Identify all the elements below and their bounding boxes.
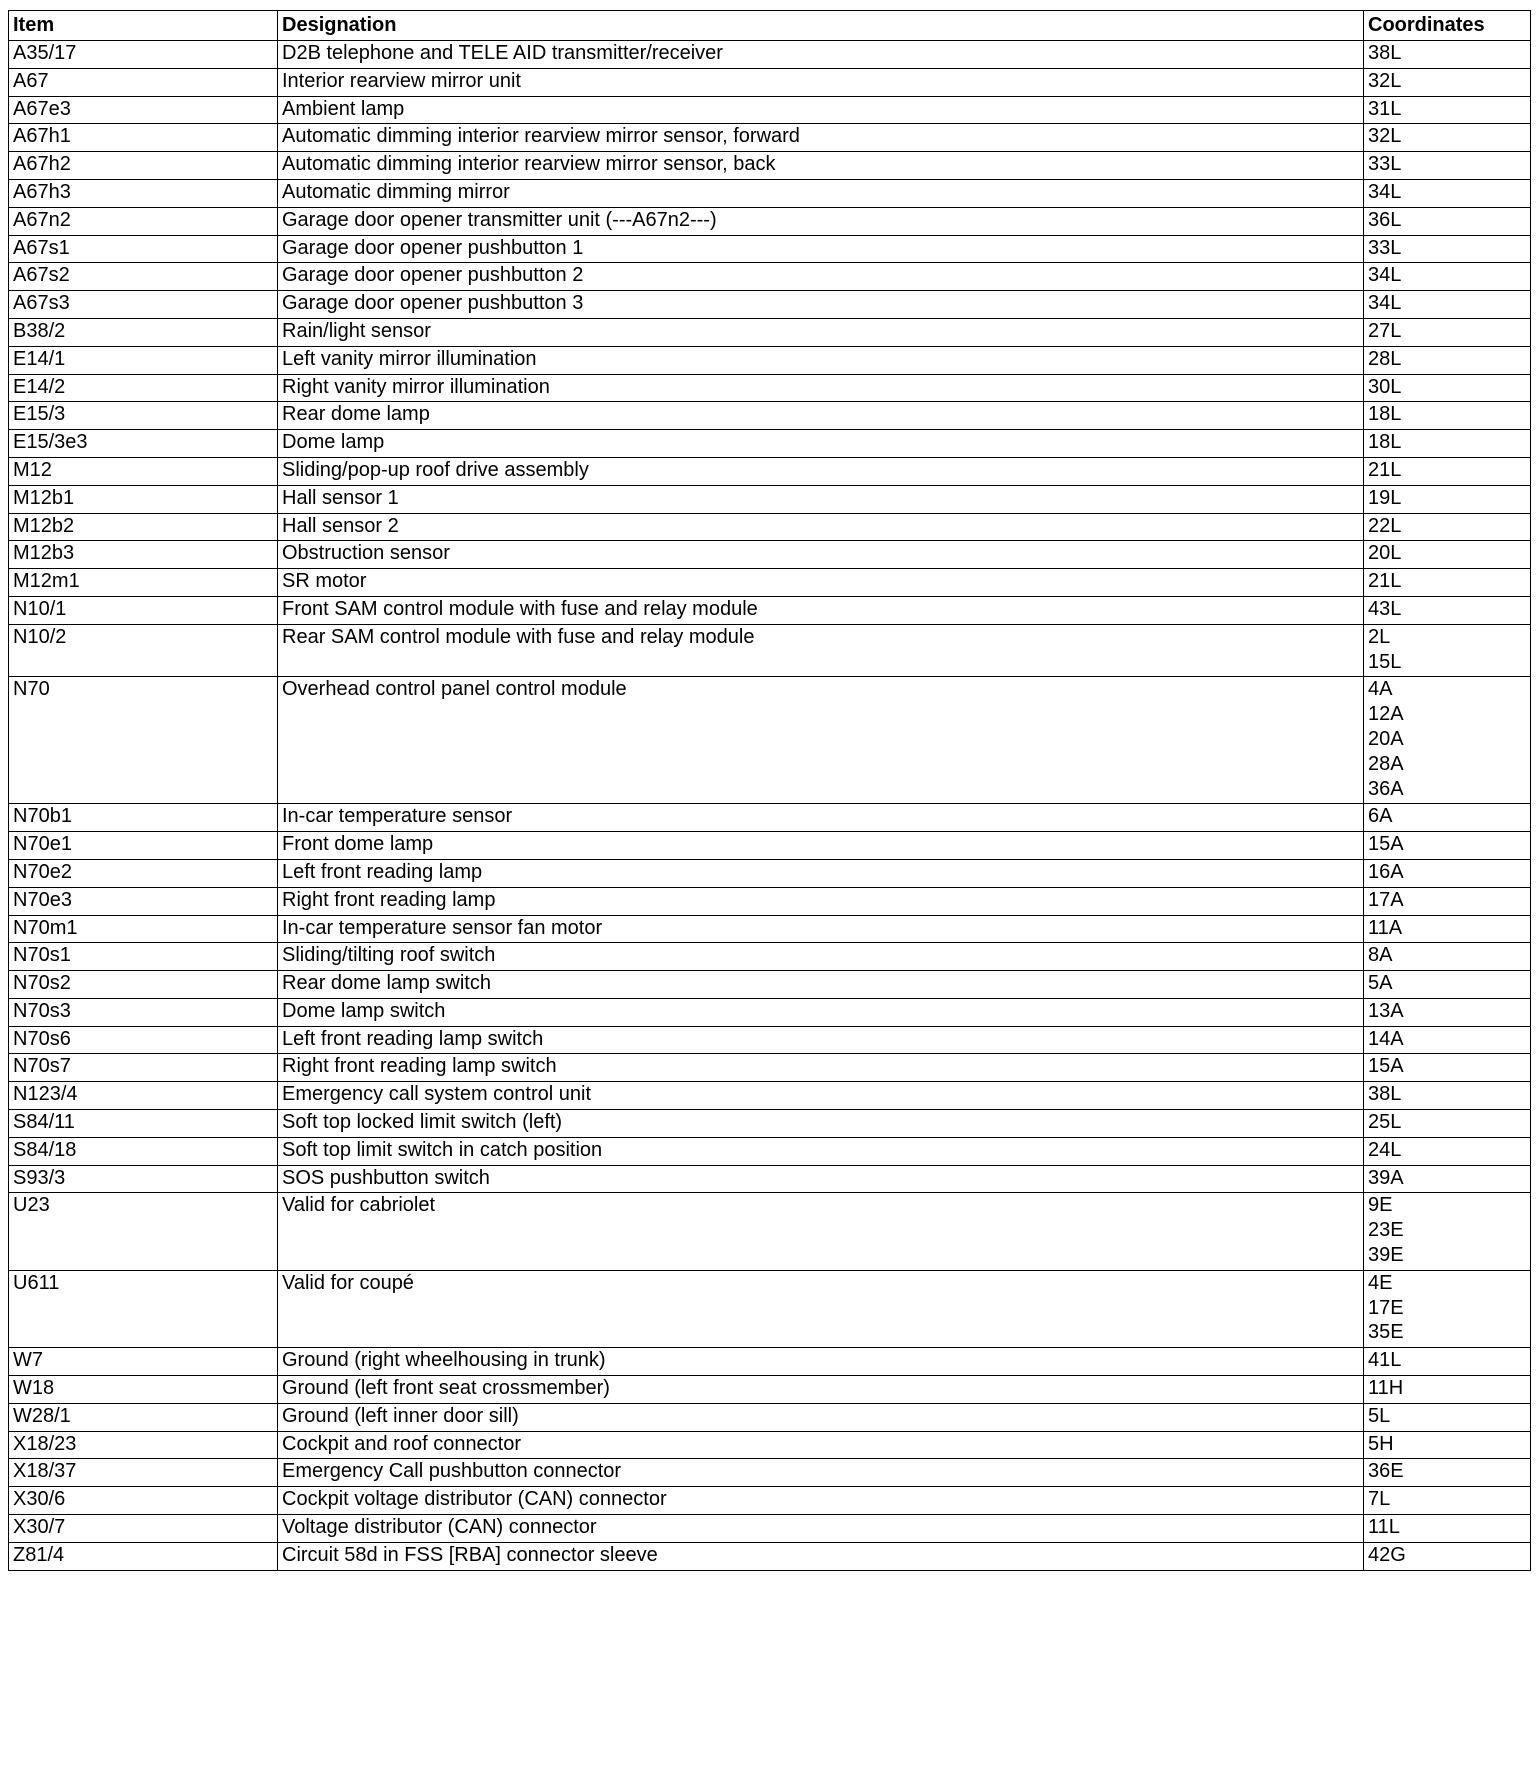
coordinates-cell — [1364, 998, 1531, 1026]
designation-cell: Valid for cabriolet — [278, 1193, 1364, 1270]
table-row — [9, 1542, 1531, 1570]
designation-cell: Emergency call system control unit — [278, 1082, 1364, 1110]
coordinates-cell — [1364, 1487, 1531, 1515]
coordinate-value: 23E — [1368, 1219, 1404, 1242]
designation-cell: Ground (right wheelhousing in trunk) — [278, 1348, 1364, 1376]
item-cell: X30/6 — [9, 1487, 278, 1515]
coordinate-value: 30L — [1368, 375, 1402, 398]
coordinate-value: 34L — [1368, 180, 1402, 203]
table-row — [9, 1270, 1531, 1347]
item-cell: S93/3 — [9, 1165, 278, 1193]
item-cell: S84/11 — [9, 1110, 278, 1138]
table-header — [9, 11, 1531, 41]
coordinates-cell — [1364, 1515, 1531, 1543]
coordinates-cell — [1364, 513, 1531, 541]
header-row — [9, 11, 1531, 41]
designation-cell: Hall sensor 2 — [278, 513, 1364, 541]
coordinates-cell — [1364, 832, 1531, 860]
coordinate-value: 32L — [1368, 69, 1402, 92]
item-cell: N70e2 — [9, 859, 278, 887]
coordinate-value: 18L — [1368, 431, 1402, 454]
coordinates-cell — [1364, 677, 1531, 804]
table-row — [9, 318, 1531, 346]
designation-cell: Left vanity mirror illumination — [278, 346, 1364, 374]
coordinate-value: 13A — [1368, 999, 1404, 1022]
designation-cell: Ground (left front seat crossmember) — [278, 1376, 1364, 1404]
coordinate-value: 17E — [1368, 1296, 1404, 1319]
designation-cell: Automatic dimming interior rearview mirror sensor, forward — [278, 124, 1364, 152]
item-cell: N70 — [9, 677, 278, 804]
designation-cell: Cockpit and roof connector — [278, 1431, 1364, 1459]
coordinate-value: 20A — [1368, 727, 1404, 750]
coordinate-value: 15A — [1368, 1055, 1404, 1078]
designation-cell: Voltage distributor (CAN) connector — [278, 1515, 1364, 1543]
table-row — [9, 152, 1531, 180]
designation-cell: Left front reading lamp — [278, 859, 1364, 887]
table-row — [9, 96, 1531, 124]
item-cell: A67 — [9, 68, 278, 96]
item-cell: W28/1 — [9, 1403, 278, 1431]
coordinates-cell — [1364, 374, 1531, 402]
table-row — [9, 569, 1531, 597]
designation-cell: Cockpit voltage distributor (CAN) connector — [278, 1487, 1364, 1515]
designation-cell: Automatic dimming interior rearview mirror sensor, back — [278, 152, 1364, 180]
coordinates-cell — [1364, 318, 1531, 346]
designation-cell: Right front reading lamp — [278, 887, 1364, 915]
coordinate-value: 21L — [1368, 570, 1402, 593]
coordinate-value: 22L — [1368, 514, 1402, 537]
item-cell: N70s3 — [9, 998, 278, 1026]
coordinates-cell — [1364, 1137, 1531, 1165]
table-body — [9, 41, 1531, 1571]
table-row — [9, 68, 1531, 96]
coordinate-value: 24L — [1368, 1138, 1402, 1161]
coordinate-value: 43L — [1368, 597, 1402, 620]
coordinates-cell — [1364, 1082, 1531, 1110]
item-cell: E15/3e3 — [9, 430, 278, 458]
item-cell: N70s6 — [9, 1026, 278, 1054]
item-cell: A67h1 — [9, 124, 278, 152]
table-row — [9, 859, 1531, 887]
coordinate-value: 38L — [1368, 1083, 1402, 1106]
coordinates-cell — [1364, 485, 1531, 513]
designation-cell: Interior rearview mirror unit — [278, 68, 1364, 96]
coordinates-cell — [1364, 1459, 1531, 1487]
coordinates-cell — [1364, 96, 1531, 124]
coordinate-value: 33L — [1368, 236, 1402, 259]
coordinates-cell — [1364, 1431, 1531, 1459]
designation-cell: In-car temperature sensor — [278, 804, 1364, 832]
designation-cell: Obstruction sensor — [278, 541, 1364, 569]
table-row — [9, 804, 1531, 832]
designation-cell: Front dome lamp — [278, 832, 1364, 860]
coordinate-value: 31L — [1368, 97, 1402, 120]
table-row — [9, 207, 1531, 235]
coordinate-value: 11L — [1368, 1516, 1400, 1539]
table-row — [9, 832, 1531, 860]
table-row — [9, 457, 1531, 485]
table-row — [9, 1193, 1531, 1270]
coordinates-cell — [1364, 804, 1531, 832]
table-row — [9, 513, 1531, 541]
coordinate-value: 41L — [1368, 1349, 1402, 1372]
designation-cell: Rear dome lamp — [278, 402, 1364, 430]
item-cell: X18/23 — [9, 1431, 278, 1459]
item-cell: N10/1 — [9, 596, 278, 624]
item-cell: N70s7 — [9, 1054, 278, 1082]
item-cell: E14/2 — [9, 374, 278, 402]
table-row — [9, 1459, 1531, 1487]
coordinate-value: 11A — [1368, 916, 1403, 939]
item-cell: E14/1 — [9, 346, 278, 374]
coordinate-value: 14A — [1368, 1027, 1404, 1050]
coordinates-cell — [1364, 1165, 1531, 1193]
coordinates-cell — [1364, 569, 1531, 597]
item-cell: M12m1 — [9, 569, 278, 597]
coordinates-cell — [1364, 624, 1531, 677]
item-cell: W7 — [9, 1348, 278, 1376]
item-cell: X18/37 — [9, 1459, 278, 1487]
coordinate-value: 11H — [1368, 1377, 1404, 1400]
item-cell: A67n2 — [9, 207, 278, 235]
coordinates-cell — [1364, 1026, 1531, 1054]
designation-cell: Valid for coupé — [278, 1270, 1364, 1347]
table-row — [9, 41, 1531, 69]
table-row — [9, 485, 1531, 513]
table-row — [9, 291, 1531, 319]
designation-cell: Front SAM control module with fuse and relay module — [278, 596, 1364, 624]
table-row — [9, 915, 1531, 943]
coordinates-cell — [1364, 124, 1531, 152]
item-cell: A67s2 — [9, 263, 278, 291]
designation-cell: Sliding/pop-up roof drive assembly — [278, 457, 1364, 485]
table-row — [9, 1110, 1531, 1138]
header-item: Item — [9, 11, 278, 41]
item-cell: U611 — [9, 1270, 278, 1347]
coordinate-value: 20L — [1368, 542, 1402, 565]
table-row — [9, 1431, 1531, 1459]
coordinates-cell — [1364, 235, 1531, 263]
table-row — [9, 402, 1531, 430]
coordinate-value: 36E — [1368, 1460, 1404, 1483]
coordinates-cell — [1364, 402, 1531, 430]
designation-cell: Dome lamp switch — [278, 998, 1364, 1026]
table-row — [9, 1515, 1531, 1543]
item-cell: A67s1 — [9, 235, 278, 263]
table-row — [9, 1376, 1531, 1404]
coordinate-value: 28A — [1368, 752, 1404, 775]
table-row — [9, 1165, 1531, 1193]
coordinate-value: 39A — [1368, 1166, 1404, 1189]
designation-cell: Garage door opener pushbutton 3 — [278, 291, 1364, 319]
coordinates-cell — [1364, 1376, 1531, 1404]
table-row — [9, 179, 1531, 207]
coordinate-value: 16A — [1368, 860, 1404, 883]
designation-cell: Emergency Call pushbutton connector — [278, 1459, 1364, 1487]
table-row — [9, 263, 1531, 291]
item-cell: N10/2 — [9, 624, 278, 677]
item-cell: U23 — [9, 1193, 278, 1270]
item-cell: N70s1 — [9, 943, 278, 971]
coordinate-value: 19L — [1368, 486, 1402, 509]
table-row — [9, 1403, 1531, 1431]
table-row — [9, 124, 1531, 152]
coordinate-value: 5L — [1368, 1404, 1391, 1427]
item-cell: A35/17 — [9, 41, 278, 69]
header-designation: Designation — [278, 11, 1364, 41]
table-row — [9, 1054, 1531, 1082]
coordinate-value: 27L — [1368, 319, 1402, 342]
item-cell: M12b2 — [9, 513, 278, 541]
table-row — [9, 887, 1531, 915]
coordinate-value: 39E — [1368, 1244, 1404, 1267]
designation-cell: Automatic dimming mirror — [278, 179, 1364, 207]
table-row — [9, 346, 1531, 374]
item-cell: M12b3 — [9, 541, 278, 569]
item-cell: N70s2 — [9, 971, 278, 999]
item-cell: A67s3 — [9, 291, 278, 319]
table-row — [9, 374, 1531, 402]
designation-cell: Hall sensor 1 — [278, 485, 1364, 513]
item-cell: Z81/4 — [9, 1542, 278, 1570]
coordinates-cell — [1364, 41, 1531, 69]
coordinates-cell — [1364, 915, 1531, 943]
coordinate-value: 7L — [1368, 1488, 1391, 1511]
coordinate-value: 8A — [1368, 944, 1393, 967]
item-cell: M12 — [9, 457, 278, 485]
item-cell: S84/18 — [9, 1137, 278, 1165]
item-cell: N70b1 — [9, 804, 278, 832]
coordinates-cell — [1364, 887, 1531, 915]
coordinates-cell — [1364, 596, 1531, 624]
designation-cell: Ground (left inner door sill) — [278, 1403, 1364, 1431]
table-row — [9, 998, 1531, 1026]
designation-cell: Rear dome lamp switch — [278, 971, 1364, 999]
designation-cell: Circuit 58d in FSS [RBA] connector sleeve — [278, 1542, 1364, 1570]
table-row — [9, 596, 1531, 624]
table-row — [9, 624, 1531, 677]
coordinates-cell — [1364, 1110, 1531, 1138]
table-row — [9, 235, 1531, 263]
item-cell: E15/3 — [9, 402, 278, 430]
coordinate-value: 2L — [1368, 625, 1391, 648]
coordinates-cell — [1364, 1270, 1531, 1347]
coordinate-value: 38L — [1368, 42, 1402, 64]
coordinate-value: 21L — [1368, 458, 1402, 481]
coordinates-cell — [1364, 971, 1531, 999]
coordinates-cell — [1364, 943, 1531, 971]
coordinate-value: 34L — [1368, 264, 1402, 287]
table-row — [9, 541, 1531, 569]
designation-cell: Rear SAM control module with fuse and relay module — [278, 624, 1364, 677]
designation-cell: Sliding/tilting roof switch — [278, 943, 1364, 971]
coordinate-value: 36A — [1368, 777, 1404, 800]
coordinates-cell — [1364, 263, 1531, 291]
coordinates-cell — [1364, 1348, 1531, 1376]
item-cell: M12b1 — [9, 485, 278, 513]
designation-cell: Soft top limit switch in catch position — [278, 1137, 1364, 1165]
coordinates-cell — [1364, 291, 1531, 319]
coordinate-value: 35E — [1368, 1321, 1404, 1344]
coordinate-value: 25L — [1368, 1111, 1402, 1134]
coordinates-cell — [1364, 152, 1531, 180]
item-cell: N70e3 — [9, 887, 278, 915]
table-row — [9, 943, 1531, 971]
table-row — [9, 430, 1531, 458]
designation-cell: Ambient lamp — [278, 96, 1364, 124]
coordinate-value: 32L — [1368, 125, 1402, 148]
table-row — [9, 1026, 1531, 1054]
item-cell: N70m1 — [9, 915, 278, 943]
item-cell: A67h3 — [9, 179, 278, 207]
item-cell: N123/4 — [9, 1082, 278, 1110]
item-cell: A67h2 — [9, 152, 278, 180]
coordinates-cell — [1364, 68, 1531, 96]
item-cell: A67e3 — [9, 96, 278, 124]
coordinates-cell — [1364, 1403, 1531, 1431]
coordinate-value: 5H — [1368, 1432, 1394, 1455]
designation-cell: Rain/light sensor — [278, 318, 1364, 346]
item-cell: N70e1 — [9, 832, 278, 860]
coordinates-cell — [1364, 207, 1531, 235]
coordinates-cell — [1364, 346, 1531, 374]
coordinates-cell — [1364, 859, 1531, 887]
coordinates-cell — [1364, 430, 1531, 458]
designation-cell: SR motor — [278, 569, 1364, 597]
item-cell: X30/7 — [9, 1515, 278, 1543]
item-cell: W18 — [9, 1376, 278, 1404]
designation-cell: D2B telephone and TELE AID transmitter/receiver — [278, 41, 1364, 69]
designation-cell: Left front reading lamp switch — [278, 1026, 1364, 1054]
header-coordinates: Coordinates — [1364, 11, 1531, 41]
coordinates-cell — [1364, 1542, 1531, 1570]
table-row — [9, 1487, 1531, 1515]
designation-cell: In-car temperature sensor fan motor — [278, 915, 1364, 943]
legend-table — [8, 10, 1531, 1571]
coordinate-value: 4A — [1368, 678, 1393, 701]
coordinates-cell — [1364, 541, 1531, 569]
designation-cell: Soft top locked limit switch (left) — [278, 1110, 1364, 1138]
coordinate-value: 17A — [1368, 888, 1404, 911]
designation-cell: Garage door opener transmitter unit (---A67n2---) — [278, 207, 1364, 235]
table-row — [9, 1137, 1531, 1165]
designation-cell: Right vanity mirror illumination — [278, 374, 1364, 402]
coordinate-value: 12A — [1368, 703, 1404, 726]
designation-cell: Garage door opener pushbutton 1 — [278, 235, 1364, 263]
coordinates-cell — [1364, 457, 1531, 485]
coordinate-value: 5A — [1368, 972, 1393, 995]
table-row — [9, 971, 1531, 999]
designation-cell: Garage door opener pushbutton 2 — [278, 263, 1364, 291]
coordinate-value: 36L — [1368, 208, 1402, 231]
item-cell: B38/2 — [9, 318, 278, 346]
designation-cell: Right front reading lamp switch — [278, 1054, 1364, 1082]
coordinate-value: 42G — [1368, 1543, 1406, 1566]
designation-cell: Overhead control panel control module — [278, 677, 1364, 804]
table-row — [9, 1348, 1531, 1376]
designation-cell: Dome lamp — [278, 430, 1364, 458]
coordinates-cell — [1364, 1054, 1531, 1082]
coordinate-value: 15L — [1368, 650, 1402, 673]
table-row — [9, 1082, 1531, 1110]
table-row — [9, 677, 1531, 804]
coordinates-cell — [1364, 1193, 1531, 1270]
coordinate-value: 34L — [1368, 292, 1402, 315]
coordinate-value: 28L — [1368, 347, 1402, 370]
designation-cell: SOS pushbutton switch — [278, 1165, 1364, 1193]
coordinates-cell — [1364, 179, 1531, 207]
coordinate-value: 6A — [1368, 805, 1393, 828]
coordinate-value: 15A — [1368, 833, 1404, 856]
coordinate-value: 18L — [1368, 403, 1402, 426]
coordinate-value: 33L — [1368, 153, 1402, 176]
coordinate-value: 9E — [1368, 1194, 1393, 1217]
coordinate-value: 4E — [1368, 1271, 1393, 1294]
